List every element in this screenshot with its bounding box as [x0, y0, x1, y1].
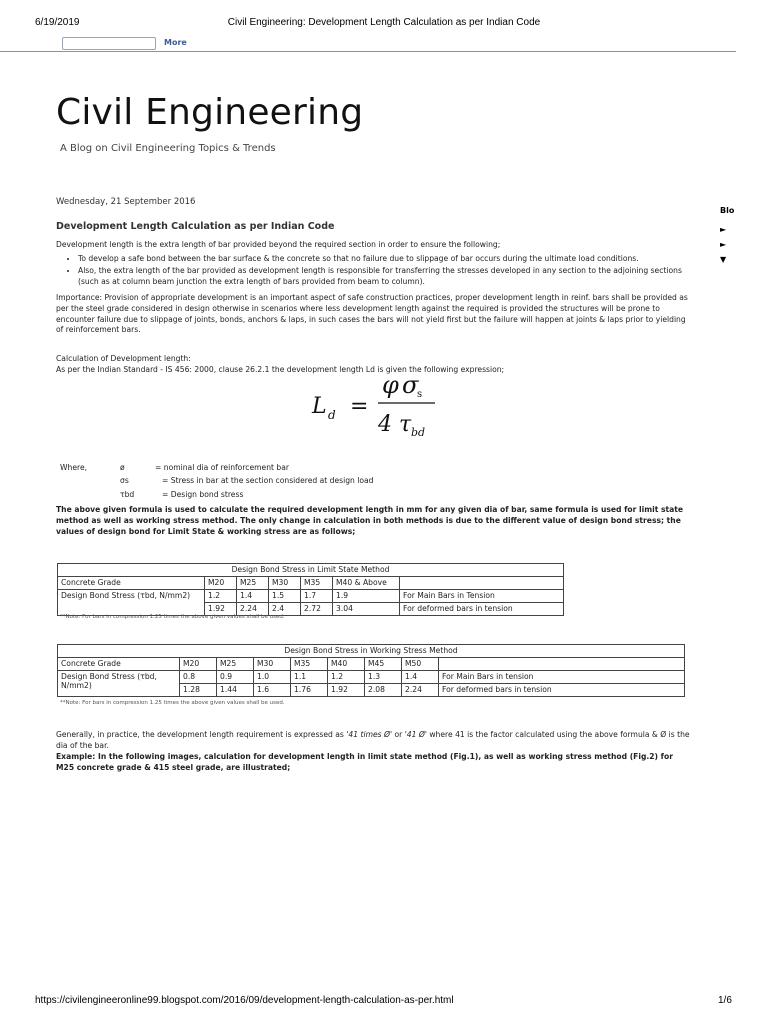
symbol-phi: ø: [120, 463, 125, 472]
generally-pre: Generally, in practice, the development length requirement is expressed as: [56, 730, 347, 739]
table-cell: 1.44: [217, 684, 254, 697]
importance-text: Importance: Provision of appropriate development is an important aspect of safe construction practices, proper development length in reinf. bars shall be provided as per the steel grade considered in design otherwise in scenarios where less development length against the required is provided the structures will be prone to encounter failure due to slippage of joints, bonds, anchors & laps, in such cases the bars will not yield first but the failure will happen at joints & laps prior to yielding of reinforcement bars.: [56, 293, 688, 335]
symbol-sigma-desc: = Stress in bar at the section considered at design load: [162, 476, 374, 485]
table-cell: For deformed bars in tension: [400, 603, 564, 616]
formula-sigma-sub: s: [417, 389, 423, 400]
search-input[interactable]: [62, 37, 156, 50]
table-cell: 2.72: [301, 603, 333, 616]
archive-collapse-icon[interactable]: ▼: [720, 255, 727, 264]
table-cell: 1.2: [328, 671, 365, 684]
table-row: [58, 671, 685, 684]
generally-mid: or: [392, 730, 405, 739]
post-date: Wednesday, 21 September 2016: [56, 197, 196, 207]
blog-title[interactable]: Civil Engineering: [56, 92, 364, 133]
table-row-label: Design Bond Stress (τbd, N/mm2): [58, 671, 180, 697]
formula-phi: φ: [382, 371, 399, 399]
list-item: • Also, the extra length of the bar provided as development length is responsible for transferring the stresses developed in any section to the adjoining sections (such as at column beam junction the extra length of bars provided from beam to column).: [78, 266, 698, 288]
calc-intro: As per the Indian Standard - IS 456: 2000, clause 26.2.1 the development length Ld is given the following expression;: [56, 365, 505, 374]
table-cell: 0.8: [180, 671, 217, 684]
table-cell: 1.6: [254, 684, 291, 697]
table-cell: For Main Bars in tension: [439, 671, 685, 684]
sidebar-archive-label: Blo: [720, 206, 735, 215]
generally-em2: '41 Ø': [404, 730, 427, 739]
symbol-tau-desc: = Design bond stress: [162, 490, 244, 499]
table-header-row: [58, 577, 564, 590]
table-cell: 1.9: [333, 590, 400, 603]
table-header: M30: [254, 658, 291, 671]
print-date: 6/19/2019: [35, 17, 80, 28]
development-length-formula: [300, 355, 500, 445]
table-header: [439, 658, 685, 671]
navbar-divider: [0, 51, 736, 52]
symbol-sigma: σs: [120, 476, 129, 485]
table-header: M35: [291, 658, 328, 671]
working-stress-table: [57, 644, 685, 697]
table-cell: 1.7: [301, 590, 333, 603]
table-cell: For deformed bars in tension: [439, 684, 685, 697]
table-cell: 1.3: [365, 671, 402, 684]
formula-denominator: 4 τ: [378, 412, 412, 437]
table-caption: Design Bond Stress in Limit State Method: [58, 564, 564, 577]
limit-state-table: [57, 563, 564, 616]
symbol-tau: τbd: [120, 490, 135, 499]
table-cell: 2.24: [402, 684, 439, 697]
table-cell: 1.0: [254, 671, 291, 684]
table-caption: Design Bond Stress in Working Stress Method: [58, 645, 685, 658]
table-cell: 1.76: [291, 684, 328, 697]
table-cell: 0.9: [217, 671, 254, 684]
generally-post: where 41 is the factor calculated using the above formula & Ø is the dia of the bar.: [56, 730, 690, 750]
formula-lhs-sub: d: [328, 408, 336, 422]
table-cell: 2.24: [237, 603, 269, 616]
table-row-label: Design Bond Stress (τbd, N/mm2): [58, 590, 205, 616]
table-header: M30: [269, 577, 301, 590]
table-header: M40 & Above: [333, 577, 400, 590]
table-cell: 1.1: [291, 671, 328, 684]
table-header: [400, 577, 564, 590]
symbol-phi-desc: = nominal dia of reinforcement bar: [155, 463, 290, 472]
where-label: Where,: [60, 463, 88, 472]
example-text: Example: In the following images, calculation for development length in limit state method (Fig.1), as well as working stress method (Fig.2) for M25 concrete grade & 415 steel grade, are illustrated;: [56, 752, 673, 772]
calc-heading: Calculation of Development length:: [56, 354, 191, 363]
table-cell: 1.28: [180, 684, 217, 697]
archive-expand-icon[interactable]: ►: [720, 240, 727, 249]
table-header: M40: [328, 658, 365, 671]
blog-tagline: A Blog on Civil Engineering Topics & Trends: [60, 143, 276, 154]
formula-note: The above given formula is used to calculate the required development length in mm for any given dia of bar, same formula is used for limit state method as well as working stress method. The only change in calculation in both methods is due to the different value of design bond stress; the values of design bond for Limit State & working stress are as follows;: [56, 505, 684, 536]
page-number: 1/6: [718, 995, 732, 1006]
table-cell: 1.92: [328, 684, 365, 697]
table-header: Concrete Grade: [58, 577, 205, 590]
working-table-note: **Note: For bars in compression 1.25 times the above given values shall be used.: [60, 700, 285, 706]
intro-text: Development length is the extra length of bar provided beyond the required section in order to ensure the following;: [56, 240, 501, 249]
table-cell: For Main Bars in Tension: [400, 590, 564, 603]
bullet-list: [66, 254, 698, 288]
list-item: • To develop a safe bond between the bar surface & the concrete so that no failure due to slippage of bar occurs during the ultimate load conditions.: [78, 254, 698, 265]
formula-sigma: σ: [402, 371, 419, 399]
generally-em1: '41 times Ø': [346, 730, 393, 739]
table-header: M45: [365, 658, 402, 671]
formula-lhs: L: [312, 394, 327, 419]
print-title: Civil Engineering: Development Length Calculation as per Indian Code: [227, 17, 541, 28]
table-cell: 3.04: [333, 603, 400, 616]
table-row: [58, 590, 564, 603]
table-cell: 1.92: [205, 603, 237, 616]
generally-text: [56, 730, 692, 752]
table-header: M25: [217, 658, 254, 671]
table-header: M50: [402, 658, 439, 671]
formula-den-sub: bd: [411, 426, 426, 439]
table-cell: 2.08: [365, 684, 402, 697]
formula-equals: =: [350, 394, 369, 419]
table-header: Concrete Grade: [58, 658, 180, 671]
table-cell: 1.4: [237, 590, 269, 603]
table-header: M25: [237, 577, 269, 590]
table-cell: 2.4: [269, 603, 301, 616]
more-button[interactable]: More: [164, 38, 187, 47]
archive-expand-icon[interactable]: ►: [720, 225, 727, 234]
table-header: M20: [205, 577, 237, 590]
table-cell: 1.5: [269, 590, 301, 603]
footer-url[interactable]: https://civilengineeronline99.blogspot.com/2016/09/development-length-calculation-as-per.html: [35, 995, 454, 1006]
table-header-row: [58, 658, 685, 671]
table-cell: 1.2: [205, 590, 237, 603]
table-header: M20: [180, 658, 217, 671]
table-header: M35: [301, 577, 333, 590]
post-title[interactable]: Development Length Calculation as per Indian Code: [56, 221, 335, 232]
table-cell: 1.4: [402, 671, 439, 684]
limit-table-note: **Note: For bars in compression 1.25 times the above given values shall be used.: [60, 614, 285, 620]
